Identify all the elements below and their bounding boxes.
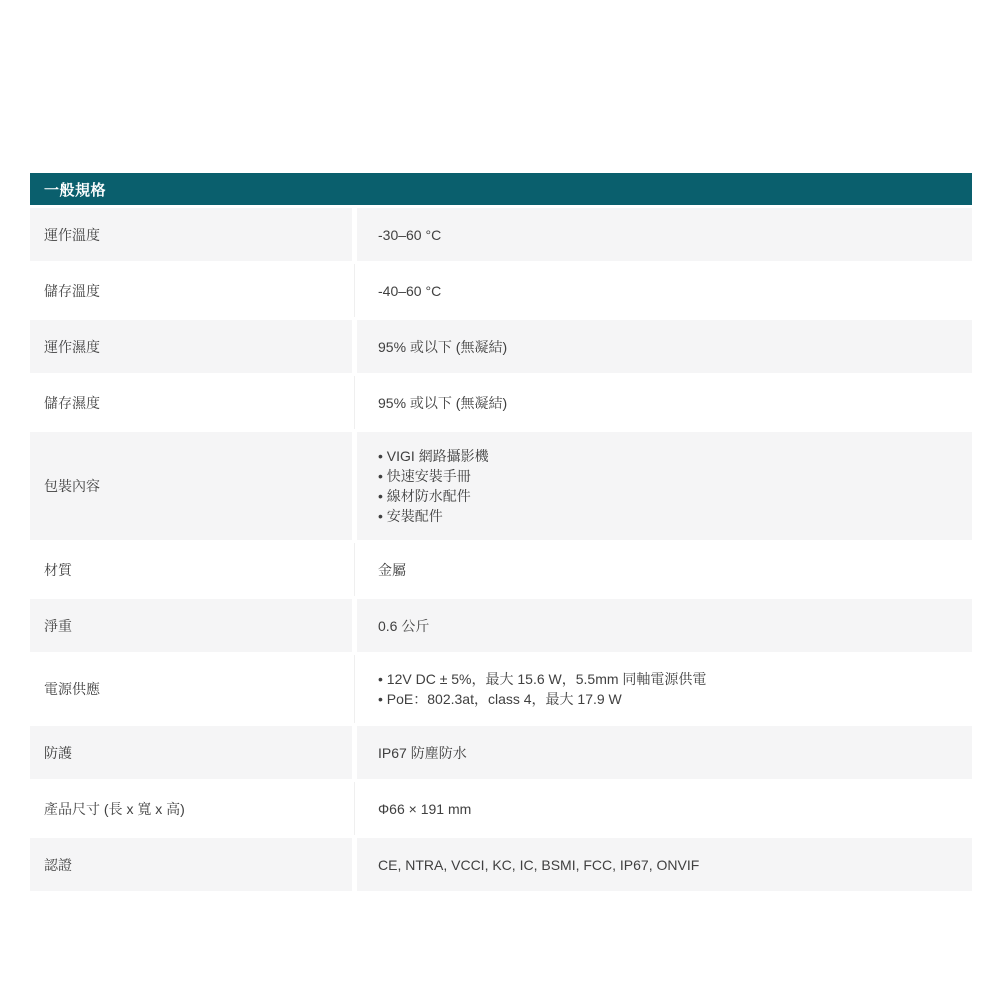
spec-label: 電源供應 — [30, 655, 352, 723]
spec-label: 包裝內容 — [30, 432, 352, 540]
spec-value — [357, 655, 972, 723]
spec-value-lines — [378, 799, 471, 819]
spec-value-line: IP67 防塵防水 — [378, 744, 467, 761]
spec-value — [357, 543, 972, 596]
spec-value — [357, 264, 972, 317]
spec-label: 運作濕度 — [30, 320, 352, 373]
table-row — [30, 838, 972, 891]
spec-label: 認證 — [30, 838, 352, 891]
spec-value — [357, 782, 972, 835]
spec-value-lines — [378, 669, 706, 709]
spec-value-lines — [378, 337, 507, 357]
column-divider — [354, 655, 355, 723]
spec-value-line: • 安裝配件 — [378, 508, 443, 524]
column-divider — [354, 376, 355, 429]
spec-value-line: • 快速安裝手冊 — [378, 468, 471, 484]
spec-value-line: -40–60 °C — [378, 282, 442, 299]
spec-value — [357, 376, 972, 429]
spec-value-line: -30–60 °C — [378, 226, 442, 243]
spec-table — [30, 173, 972, 891]
table-row — [30, 320, 972, 373]
spec-value — [357, 432, 972, 540]
spec-label: 淨重 — [30, 599, 352, 652]
table-row — [30, 599, 972, 652]
spec-value — [357, 838, 972, 891]
spec-label: 儲存濕度 — [30, 376, 352, 429]
spec-value-lines — [378, 393, 507, 413]
table-row — [30, 655, 972, 723]
spec-label: 防護 — [30, 726, 352, 779]
table-row — [30, 726, 972, 779]
spec-value-line: • 線材防水配件 — [378, 488, 471, 504]
spec-label: 儲存溫度 — [30, 264, 352, 317]
spec-value-lines — [378, 743, 467, 763]
spec-value-line: CE, NTRA, VCCI, KC, IC, BSMI, FCC, IP67, ONVIF — [378, 856, 700, 873]
spec-value-lines — [378, 616, 429, 636]
spec-table-rows — [30, 208, 972, 891]
spec-value-line: 95% 或以下 (無凝結) — [378, 394, 508, 411]
table-row — [30, 264, 972, 317]
spec-label: 運作溫度 — [30, 208, 352, 261]
spec-value — [357, 208, 972, 261]
spec-value-lines — [378, 281, 441, 301]
spec-value-line: 95% 或以下 (無凝結) — [378, 338, 508, 355]
spec-table-header: 一般規格 — [30, 173, 972, 205]
spec-value-line: • PoE：802.3at，class 4，最大 17.9 W — [378, 691, 622, 707]
table-row — [30, 782, 972, 835]
spec-value-line: 0.6 公斤 — [378, 617, 430, 634]
spec-value-lines — [378, 855, 699, 875]
spec-value-line: Φ66 × 191 mm — [378, 800, 472, 817]
spec-value — [357, 599, 972, 652]
spec-value-line: • 12V DC ± 5%，最大 15.6 W，5.5mm 同軸電源供電 — [378, 671, 707, 687]
spec-value — [357, 726, 972, 779]
spec-value-line: 金屬 — [378, 561, 406, 578]
column-divider — [354, 782, 355, 835]
spec-value-lines — [378, 225, 441, 245]
table-row — [30, 432, 972, 540]
spec-value-line: • VIGI 網路攝影機 — [378, 448, 489, 464]
spec-label: 材質 — [30, 543, 352, 596]
spec-label: 產品尺寸 (長 x 寬 x 高) — [30, 782, 352, 835]
column-divider — [354, 264, 355, 317]
table-row — [30, 376, 972, 429]
column-divider — [354, 543, 355, 596]
table-row — [30, 208, 972, 261]
table-row — [30, 543, 972, 596]
spec-value-lines — [378, 560, 406, 580]
spec-value — [357, 320, 972, 373]
spec-value-lines — [378, 446, 489, 526]
